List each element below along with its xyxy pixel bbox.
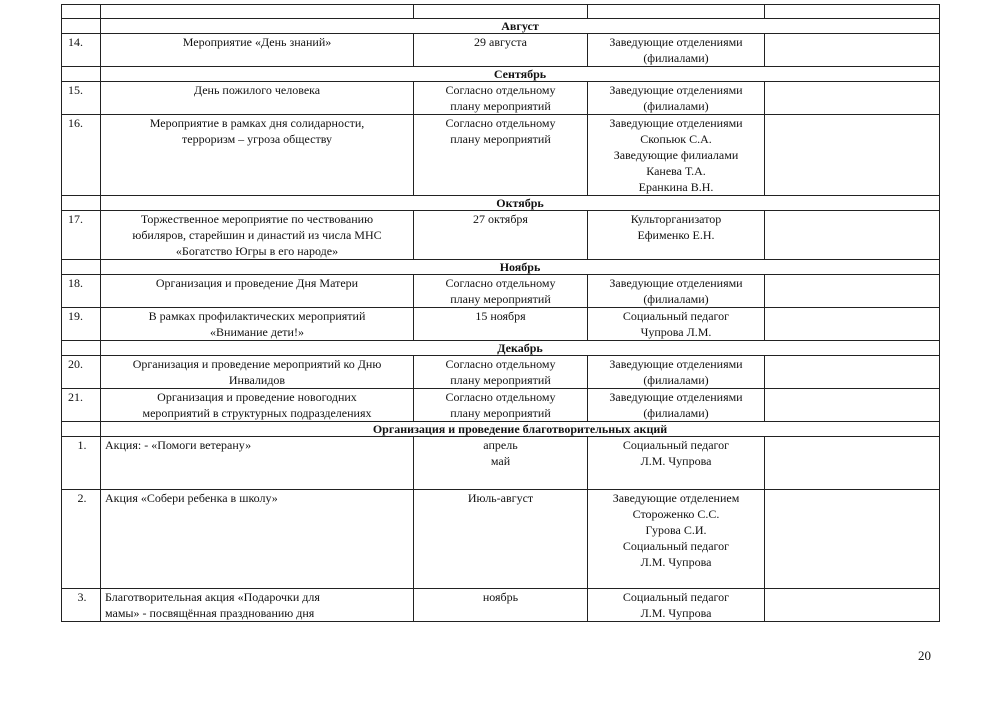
- empty-cell: [588, 5, 765, 19]
- date-text: плану мероприятий: [450, 373, 551, 387]
- table-row: [62, 356, 940, 389]
- row-number: 21.: [62, 389, 101, 422]
- table-row: [62, 34, 940, 67]
- responsible-cell: [588, 490, 765, 589]
- event-text: Благотворительная акция «Подарочки для: [105, 590, 320, 604]
- date-cell: [414, 115, 588, 196]
- responsible-text: Гурова С.И.: [645, 523, 707, 537]
- event-text: мероприятий в структурных подразделениях: [142, 406, 372, 420]
- empty-cell: [765, 115, 940, 196]
- empty-cell: [62, 422, 101, 437]
- section-title: Сентябрь: [101, 67, 940, 82]
- event-cell: [101, 389, 414, 422]
- event-plan-body: [62, 5, 940, 622]
- responsible-text: (филиалами): [643, 292, 709, 306]
- responsible-text: Социальный педагог: [622, 438, 730, 452]
- section-row: [62, 67, 940, 82]
- event-text: Организация и проведение мероприятий ко Дню: [132, 357, 382, 371]
- date-text: Июль-август: [467, 491, 534, 505]
- event-text: Инвалидов: [228, 373, 286, 387]
- event-text: Мероприятие «День знаний»: [182, 35, 332, 49]
- date-text: 29 августа: [474, 35, 527, 49]
- row-number: 16.: [62, 115, 101, 196]
- table-header-row: [62, 5, 940, 19]
- responsible-text: Заведующие отделением: [612, 491, 740, 505]
- responsible-text: Социальный педагог: [622, 539, 730, 553]
- event-cell: [101, 34, 414, 67]
- empty-cell: [765, 82, 940, 115]
- responsible-text: Заведующие отделениями: [609, 390, 743, 404]
- row-number: 17.: [62, 211, 101, 260]
- page-number: 20: [918, 648, 931, 663]
- empty-cell: [765, 275, 940, 308]
- table-row: [62, 589, 940, 622]
- event-cell: [101, 356, 414, 389]
- row-number: 19.: [62, 308, 101, 341]
- date-text: Согласно отдельному: [445, 276, 556, 290]
- responsible-text: Социальный педагог: [622, 309, 730, 323]
- empty-cell: [765, 308, 940, 341]
- responsible-text: Заведующие отделениями: [609, 35, 743, 49]
- responsible-text: Л.М. Чупрова: [640, 454, 712, 468]
- responsible-cell: [588, 589, 765, 622]
- table-row: [62, 275, 940, 308]
- responsible-text: (филиалами): [643, 406, 709, 420]
- section-title: Декабрь: [101, 341, 940, 356]
- section-title: Ноябрь: [101, 260, 940, 275]
- date-text: Согласно отдельному: [445, 83, 556, 97]
- event-plan-table: [61, 4, 940, 622]
- empty-cell: [62, 341, 101, 356]
- event-text: В рамках профилактических мероприятий: [148, 309, 366, 323]
- responsible-text: (филиалами): [643, 51, 709, 65]
- row-number: 2.: [62, 490, 101, 589]
- responsible-text: (филиалами): [643, 99, 709, 113]
- section-title: Организация и проведение благотворительных акций: [101, 422, 940, 437]
- empty-cell: [101, 5, 414, 19]
- empty-cell: [62, 19, 101, 34]
- event-text: «Богатство Югры в его народе»: [175, 244, 339, 258]
- event-text: юбиляров, старейшин и династий из числа МНС: [132, 228, 382, 242]
- date-cell: [414, 275, 588, 308]
- event-cell: [101, 275, 414, 308]
- table-row: [62, 211, 940, 260]
- event-text: Акция «Собери ребенка в школу»: [105, 491, 278, 505]
- section-row: [62, 19, 940, 34]
- responsible-text: Социальный педагог: [622, 590, 730, 604]
- empty-cell: [62, 196, 101, 211]
- responsible-text: Л.М. Чупрова: [640, 555, 712, 569]
- date-text: плану мероприятий: [450, 132, 551, 146]
- event-text: Организация и проведение новогодних: [157, 390, 357, 404]
- table-row: [62, 308, 940, 341]
- responsible-cell: [588, 437, 765, 490]
- row-number: 18.: [62, 275, 101, 308]
- date-text: 27 октября: [473, 212, 528, 226]
- responsible-text: Канева Т.А.: [646, 164, 706, 178]
- event-cell: [101, 308, 414, 341]
- event-text: Акция: - «Помоги ветерану»: [105, 438, 252, 452]
- responsible-text: Заведующие отделениями: [609, 116, 743, 130]
- section-row: [62, 260, 940, 275]
- responsible-cell: [588, 211, 765, 260]
- responsible-cell: [588, 115, 765, 196]
- empty-cell: [765, 490, 940, 589]
- empty-cell: [765, 589, 940, 622]
- responsible-text: Стороженко С.С.: [632, 507, 720, 521]
- date-cell: [414, 589, 588, 622]
- responsible-text: Заведующие отделениями: [609, 276, 743, 290]
- empty-cell: [765, 211, 940, 260]
- table-row: [62, 437, 940, 490]
- empty-cell: [765, 437, 940, 490]
- table-row: [62, 115, 940, 196]
- table-row: [62, 490, 940, 589]
- responsible-text: Заведующие отделениями: [609, 83, 743, 97]
- responsible-text: (филиалами): [643, 373, 709, 387]
- date-cell: [414, 34, 588, 67]
- date-text: Согласно отдельному: [445, 116, 556, 130]
- empty-cell: [765, 5, 940, 19]
- responsible-cell: [588, 34, 765, 67]
- event-text: Мероприятие в рамках дня солидарности,: [149, 116, 365, 130]
- responsible-text: Скопьюк С.А.: [640, 132, 712, 146]
- date-text: 15 ноября: [475, 309, 526, 323]
- date-text: плану мероприятий: [450, 406, 551, 420]
- event-cell: [101, 437, 414, 490]
- responsible-cell: [588, 82, 765, 115]
- responsible-text: Культорганизатор: [630, 212, 722, 226]
- row-number: 15.: [62, 82, 101, 115]
- date-text: май: [490, 454, 511, 468]
- responsible-cell: [588, 275, 765, 308]
- empty-cell: [765, 34, 940, 67]
- date-cell: [414, 389, 588, 422]
- empty-cell: [765, 356, 940, 389]
- date-text: плану мероприятий: [450, 99, 551, 113]
- responsible-text: Еранкина В.Н.: [638, 180, 714, 194]
- section-row: [62, 341, 940, 356]
- empty-cell: [62, 5, 101, 19]
- event-cell: [101, 82, 414, 115]
- event-text: Организация и проведение Дня Матери: [155, 276, 359, 290]
- responsible-text: Заведующие филиалами: [613, 148, 739, 162]
- section-title: Октябрь: [101, 196, 940, 211]
- row-number: 20.: [62, 356, 101, 389]
- table-row: [62, 82, 940, 115]
- section-title: Август: [101, 19, 940, 34]
- responsible-text: Л.М. Чупрова: [640, 606, 712, 620]
- event-cell: [101, 589, 414, 622]
- date-text: плану мероприятий: [450, 292, 551, 306]
- event-text: терроризм – угроза обществу: [182, 132, 332, 146]
- empty-cell: [765, 389, 940, 422]
- date-text: ноябрь: [482, 590, 519, 604]
- row-number: 1.: [62, 437, 101, 490]
- table-row: [62, 389, 940, 422]
- row-number: 14.: [62, 34, 101, 67]
- event-cell: [101, 115, 414, 196]
- empty-cell: [414, 5, 588, 19]
- event-text: День пожилого человека: [193, 83, 321, 97]
- event-text: Торжественное мероприятие по чествованию: [140, 212, 374, 226]
- event-cell: [101, 211, 414, 260]
- event-text: «Внимание дети!»: [210, 325, 304, 339]
- responsible-cell: [588, 308, 765, 341]
- date-text: Согласно отдельному: [445, 357, 556, 371]
- date-cell: [414, 211, 588, 260]
- date-cell: [414, 82, 588, 115]
- row-number: 3.: [62, 589, 101, 622]
- date-text: апрель: [483, 438, 518, 452]
- empty-cell: [62, 260, 101, 275]
- date-cell: [414, 490, 588, 589]
- date-text: Согласно отдельному: [445, 390, 556, 404]
- responsible-cell: [588, 389, 765, 422]
- date-cell: [414, 308, 588, 341]
- responsible-cell: [588, 356, 765, 389]
- event-text: мамы» - посвящённая празднованию дня: [105, 606, 315, 620]
- date-cell: [414, 437, 588, 490]
- responsible-text: Чупрова Л.М.: [640, 325, 712, 339]
- event-cell: [101, 490, 414, 589]
- empty-cell: [62, 67, 101, 82]
- date-cell: [414, 356, 588, 389]
- responsible-text: Ефименко Е.Н.: [637, 228, 715, 242]
- section-row: [62, 422, 940, 437]
- section-row: [62, 196, 940, 211]
- responsible-text: Заведующие отделениями: [609, 357, 743, 371]
